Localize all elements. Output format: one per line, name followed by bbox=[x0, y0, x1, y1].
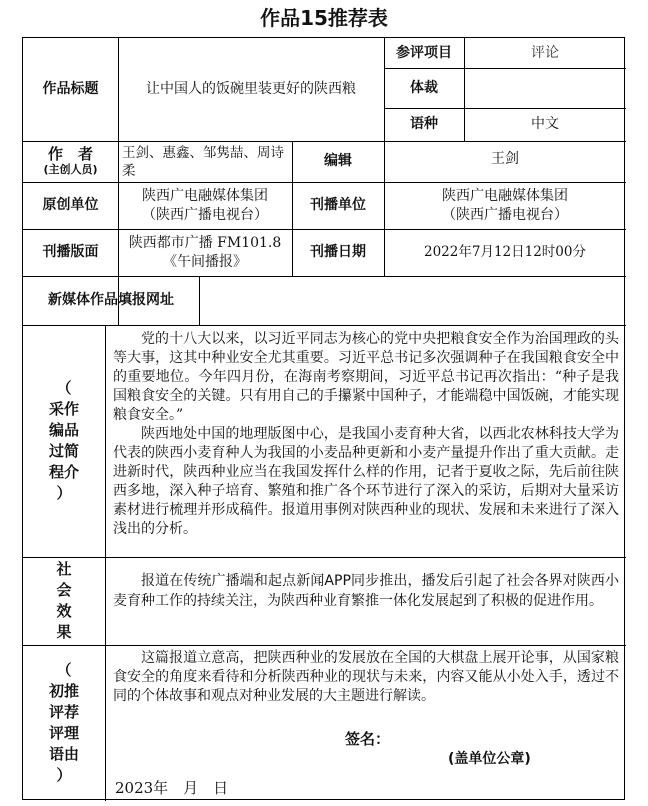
publish-layout-value bbox=[118, 229, 292, 276]
new-media-url-label: 新媒体作品填报网址 bbox=[48, 292, 174, 308]
origin-unit-line2: （陕西广播电视台） bbox=[142, 206, 268, 223]
review-paragraph: 这篇报道立意高，把陕西种业的发展放在全国的大棋盘上展开论事，从国家粮食安全的角度来看待和分析陕西种业的现状与未来，内容又能从小处入手，透过不同的个体故事和观点对种业发展的大主题进行解读。 bbox=[113, 650, 619, 704]
review-label-char: 语由 bbox=[48, 745, 79, 763]
review-label-char: 评荐 bbox=[48, 703, 79, 721]
author-label-main: 作 者 bbox=[47, 145, 93, 163]
review-item-label: 参评项目 bbox=[396, 44, 452, 61]
effect-label-char: 会 bbox=[56, 581, 72, 599]
recommendation-table bbox=[22, 37, 625, 800]
process-label-char: 程介 bbox=[48, 463, 79, 481]
process-paragraph-1: 党的十八大以来，以习近平同志为核心的党中央把粮食安全作为治国理政的头等大事，这其中种业安全尤其重要。习近平总书记多次强调种子在我国粮食安全中的重要地位。今年四月份，在海南考察期间，习近平总书记再次指出：“种子是我国粮食安全的关键。只有用自己的手攥紧中国种子，才能端稳中国饭碗，才能实现粮食安全。” bbox=[113, 331, 619, 423]
effect-paragraph: 报道在传统广播端和起点新闻APP同步推出，播发后引起了社会各界对陕西小麦育种工作的持续关注，为陕西种业育繁推一体化发展起到了积极的促进作用。 bbox=[113, 573, 619, 609]
author-label-sub: (主创人员) bbox=[43, 163, 98, 176]
publish-date-value: 2022年7月12日12时00分 bbox=[424, 244, 586, 260]
genre-label: 体裁 bbox=[410, 79, 438, 96]
work-title-label: 作品标题 bbox=[42, 81, 99, 97]
process-label-char: 过简 bbox=[48, 442, 79, 460]
genre-value bbox=[464, 68, 626, 108]
effect-label bbox=[23, 557, 105, 645]
editor-value: 王剑 bbox=[491, 150, 519, 167]
review-label-char: ） bbox=[56, 766, 72, 784]
work-title-value: 让中国人的饭碗里装更好的陕西粮 bbox=[146, 81, 356, 97]
process-label-char: ） bbox=[56, 484, 72, 502]
author-label bbox=[23, 141, 118, 182]
publish-date-label: 刊播日期 bbox=[310, 244, 366, 260]
effect-label-char: 果 bbox=[56, 623, 72, 641]
authors-value: 王剑、惠鑫、邹隽喆、周诗柔 bbox=[122, 144, 284, 179]
publish-unit-label: 刊播单位 bbox=[310, 197, 366, 213]
effect-label-char: 社 bbox=[56, 560, 72, 578]
language-label: 语种 bbox=[410, 116, 438, 132]
column-divider bbox=[464, 38, 465, 141]
origin-unit-line1: 陕西广电融媒体集团 bbox=[142, 187, 268, 204]
process-paragraph-2: 陕西地处中国的地理版图中心，是我国小麦育种大省，以西北农林科技大学为代表的陕西小麦育种人为我国的小麦品种更新和小麦产量提升作出了重大贡献。走进新时代，陕西种业应当在我国发挥什么样的作用，记者于夏收之际，先后前往陕西多地，深入种子培育、繁殖和推广各个环节进行了深入的采访，后期对大量采访素材进行梳理并形成稿件。报道用事例对陕西种业的现状、发展和未来进行了深入浅出的分析。 bbox=[113, 426, 619, 537]
publish-unit-line1: 陕西广电融媒体集团 bbox=[442, 187, 568, 204]
process-label-char: 采作 bbox=[48, 400, 79, 418]
editor-label: 编辑 bbox=[324, 153, 352, 169]
row-divider bbox=[23, 325, 626, 326]
review-label bbox=[23, 645, 105, 801]
process-label-char: 编品 bbox=[48, 421, 79, 439]
effect-text bbox=[113, 571, 619, 611]
date-line: 2023年 月 日 bbox=[115, 779, 229, 797]
column-divider bbox=[105, 325, 106, 801]
new-media-url-value bbox=[199, 276, 626, 325]
publish-layout-label: 刊播版面 bbox=[42, 244, 99, 260]
origin-unit-label: 原创单位 bbox=[42, 197, 99, 213]
review-label-char: 评理 bbox=[48, 724, 79, 742]
process-text bbox=[113, 330, 619, 539]
publish-layout-line1: 陕西都市广播 FM101.8 bbox=[128, 234, 282, 251]
row-divider bbox=[23, 645, 626, 646]
language-value: 中文 bbox=[531, 116, 559, 132]
review-label-char: 初推 bbox=[48, 682, 79, 700]
origin-unit-value bbox=[118, 182, 292, 229]
seal-label: (盖单位公章) bbox=[448, 751, 531, 767]
review-label-char: （ bbox=[56, 661, 72, 679]
effect-label-char: 效 bbox=[56, 602, 72, 620]
document-title: 作品15推荐表 bbox=[260, 6, 388, 30]
publish-layout-line2: 《午间播报》 bbox=[163, 253, 247, 270]
process-label bbox=[23, 325, 105, 557]
review-item-value: 评论 bbox=[531, 44, 559, 61]
row-divider bbox=[23, 557, 626, 558]
process-label-char: （ bbox=[56, 379, 72, 397]
publish-unit-value bbox=[384, 182, 626, 229]
review-text bbox=[113, 649, 619, 706]
signature-label: 签名： bbox=[345, 730, 391, 748]
publish-unit-line2: （陕西广播电视台） bbox=[442, 206, 568, 223]
